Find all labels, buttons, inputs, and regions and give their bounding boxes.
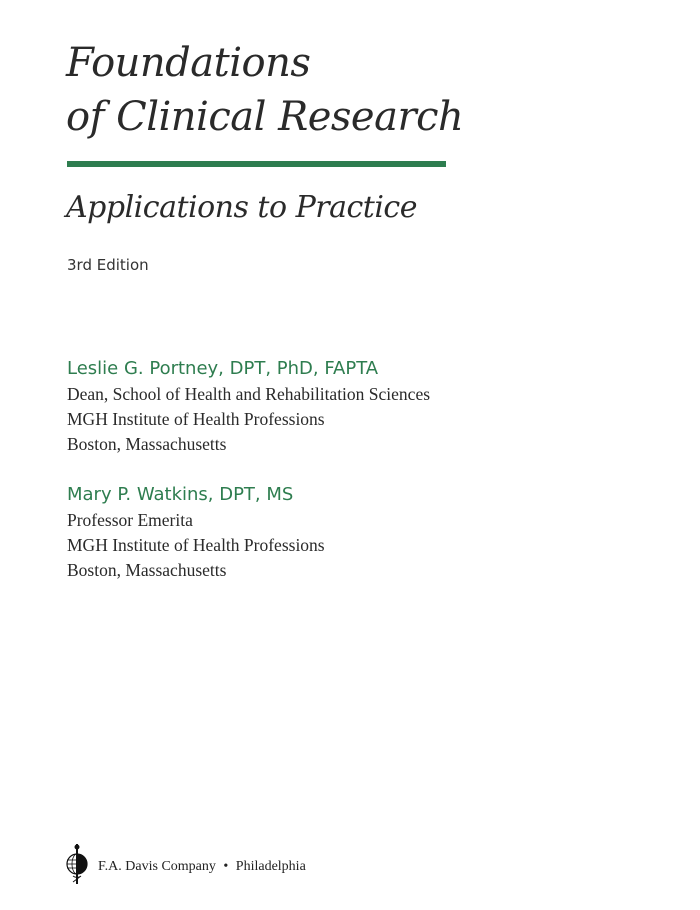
publisher-imprint bbox=[62, 842, 306, 891]
author-block-1 bbox=[67, 356, 430, 457]
title-divider bbox=[67, 161, 446, 167]
globe-caduceus-icon bbox=[62, 842, 92, 891]
author-affiliation: Dean, School of Health and Rehabilitation Sciences bbox=[67, 384, 431, 404]
author-title: Professor Emerita bbox=[67, 510, 193, 530]
author-name: Mary P. Watkins, DPT, MS bbox=[67, 484, 294, 505]
title-line-2: of Clinical Research bbox=[66, 94, 464, 140]
author-affiliation: MGH Institute of Health Professions bbox=[67, 535, 325, 555]
edition-label: 3rd Edition bbox=[67, 256, 149, 274]
publisher-city: Philadelphia bbox=[235, 858, 306, 874]
title-line-1: Foundations bbox=[66, 40, 311, 86]
author-block-2 bbox=[67, 482, 325, 583]
author-location: Boston, Massachusetts bbox=[67, 434, 227, 454]
separator-bullet: • bbox=[223, 858, 229, 874]
publisher-name: F.A. Davis Company bbox=[98, 858, 216, 874]
book-title bbox=[66, 36, 463, 144]
book-subtitle: Applications to Practice bbox=[66, 190, 417, 225]
author-location: Boston, Massachusetts bbox=[67, 560, 227, 580]
author-name: Leslie G. Portney, DPT, PhD, FAPTA bbox=[67, 358, 379, 379]
author-affiliation: MGH Institute of Health Professions bbox=[67, 409, 325, 429]
